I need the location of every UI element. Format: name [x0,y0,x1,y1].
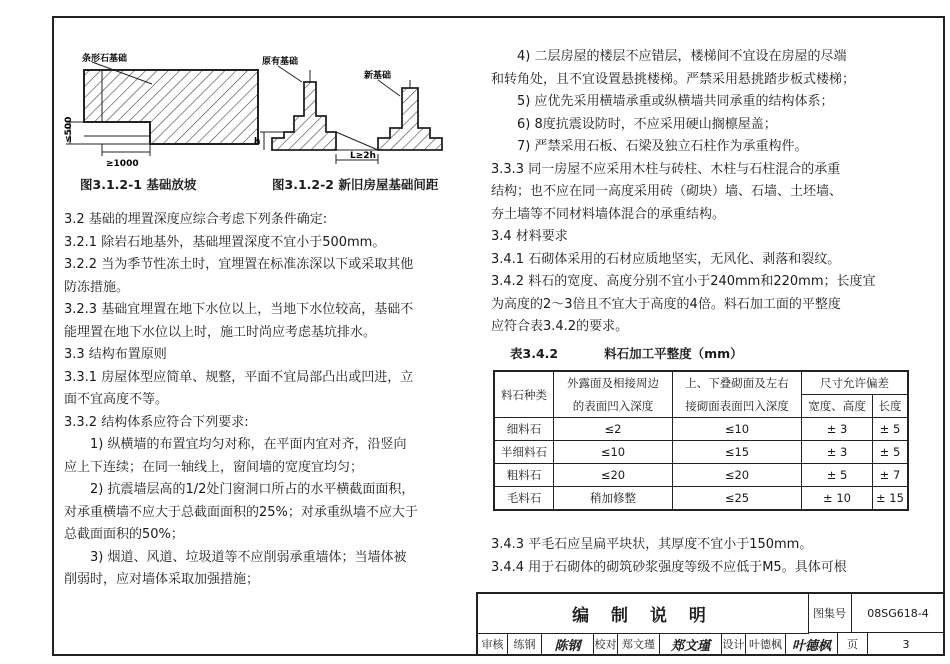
th-tolerance: 尺寸允许偏差 [802,371,908,395]
table-row [494,487,908,511]
cell-exposed: ≤20 [554,464,673,487]
flatness-table [493,370,909,511]
table-row [494,464,908,487]
para: 3.3 结构布置原则 [64,347,167,362]
para: 削弱时，应对墙体采取加强措施； [64,572,260,587]
atlas-number: 08SG618-4 [852,594,945,633]
cell-exposed: ≤2 [554,418,673,441]
page-label: 页 [838,633,868,656]
cell-bed: ≤15 [673,441,802,464]
cell-bed: ≤10 [673,418,802,441]
table-row [494,441,908,464]
fig1-caption: 图3.1.2-1 基础放坡 [80,177,197,192]
th-length: 长度 [873,395,908,418]
title-block [476,592,945,656]
review-name: 练钢 [508,633,542,656]
atlas-label: 图集号 [808,594,852,633]
para: 对承重横墙不应大于总截面面积的25%；对承重纵墙不应大于 [64,504,418,520]
para: 3.3.2 结构体系应符合下列要求: [64,414,249,430]
para: 面不宜高度不等。 [64,392,169,407]
para: 5) 应优先采用横墙承重或纵横墙共同承重的结构体系； [517,94,834,109]
para: 结构；也不应在同一高度采用砖（砌块）墙、石墙、土坯墙、 [491,184,843,199]
table-caption [510,344,743,362]
para: 1) 纵横墙的布置宜均匀对称，在平面内宜对齐，沿竖向 [90,437,407,452]
para: 3.2 基础的埋置深度应综合考虑下列条件确定: [64,212,328,227]
cell-len: ± 15 [873,487,908,511]
para: 6) 8度抗震设防时，不应采用硬山搁檩屋盖； [517,116,777,132]
right-column [491,46,931,339]
cell-bed: ≤25 [673,487,802,511]
th-exposed-1: 外露面及相接周边 [554,371,673,395]
fig1-label-strip: 条形石基础 [82,54,128,64]
para: 7) 严禁采用石板、石梁及独立石柱作为承重构件。 [517,139,808,154]
para: 3.4.3 平毛石应呈扁平块状，其厚度不宜小于150mm。 [491,537,813,552]
th-bed-2: 接砌面表面凹入深度 [673,395,802,418]
para: 和转角处，且不宜设置悬挑楼梯。严禁采用悬挑踏步板式楼梯； [491,71,856,87]
cell-wh: ± 3 [802,418,873,441]
para: 夯土墙等不同材料墙体混合的承重结构。 [491,206,726,222]
table-number: 表3.4.2 [510,346,559,361]
design-signature: 叶德枫 [786,633,838,656]
para: 3.4 材料要求 [491,229,568,244]
cell-type: 细料石 [494,418,554,441]
check-name: 郑文瑾 [618,633,660,656]
cell-type: 粗料石 [494,464,554,487]
cell-bed: ≤20 [673,464,802,487]
cell-type: 半细料石 [494,441,554,464]
fig1-dim-width: ≥1000 [106,159,139,169]
check-label: 校对 [594,633,618,656]
cell-len: ± 7 [873,464,908,487]
fig2-dim-l: L≥2h [350,151,376,161]
para: 3.2.3 基础宜埋置在地下水位以上，当地下水位较高，基础不 [64,302,414,317]
para: 3.2.2 当为季节性冻土时，宜埋置在标准冻深以下或采取其他 [64,257,414,272]
cell-type: 毛料石 [494,487,554,511]
design-label: 设计 [722,633,746,656]
para: 3.2.1 除岩石地基外，基础埋置深度不宜小于500mm。 [64,234,386,250]
cell-wh: ± 10 [802,487,873,511]
title-block-title: 编 制 说 明 [478,594,809,634]
fig2-label-new: 新基础 [364,71,392,81]
th-bed-1: 上、下叠砌面及左右 [673,371,802,395]
para: 能埋置在地下水位以上时，施工时尚应考虑基坑排水。 [64,324,377,340]
th-type: 料石种类 [494,371,554,418]
after-table-text [491,534,847,579]
page-number: 3 [868,633,945,656]
para: 为高度的2～3倍且不宜大于高度的4倍。料石加工面的平整度 [491,296,841,312]
fig2-dim-h: h [254,137,261,147]
review-label: 审核 [478,633,508,656]
para: 3.4.2 料石的宽度、高度分别不宜小于240mm和220mm；长度宜 [491,274,876,289]
cell-wh: ± 3 [802,441,873,464]
review-signature: 陈钢 [542,633,594,656]
para: 3) 烟道、风道、垃圾道等不应削弱承重墙体；当墙体被 [90,549,407,565]
cell-wh: ± 5 [802,464,873,487]
figure-foundation-slope [62,52,262,170]
para: 总截面面积的50%； [64,527,184,542]
design-name: 叶德枫 [746,633,786,656]
cell-exposed: ≤10 [554,441,673,464]
para: 防冻措施。 [64,279,130,295]
cell-len: ± 5 [873,441,908,464]
para: 3.4.1 石砌体采用的石材应质地坚实，无风化、剥落和裂纹。 [491,251,841,267]
cell-len: ± 5 [873,418,908,441]
fig2-caption: 图3.1.2-2 新旧房屋基础间距 [272,177,439,192]
para: 3.3.1 房屋体型应简单、规整，平面不宜局部凸出或凹进，立 [64,369,414,385]
para: 2) 抗震墙层高的1/2处门窗洞口所占的水平横截面面积， [90,482,415,497]
fig1-dim-height: ≤500 [64,116,74,143]
para: 3.4.4 用于石砌体的砌筑砂浆强度等级不应低于M5。具体可根 [491,559,847,575]
para: 应上下连续；在同一轴线上，窗间墙的宽度宜均匀； [64,459,364,475]
fig2-label-old: 原有基础 [262,57,299,67]
para: 应符合表3.4.2的要求。 [491,319,629,334]
figure-old-new-foundation [250,52,470,170]
para: 3.3.3 同一房屋不应采用木柱与砖柱、木柱与石柱混合的承重 [491,161,841,177]
th-exposed-2: 的表面凹入深度 [554,395,673,418]
th-width-height: 宽度、高度 [802,395,873,418]
table-row [494,418,908,441]
table-title: 料石加工平整度（mm） [604,346,743,361]
check-signature: 郑文瑾 [660,633,722,656]
cell-exposed: 稍加修整 [554,487,673,511]
left-column [64,209,484,592]
para: 4) 二层房屋的楼层不应错层，楼梯间不宜设在房屋的尽端 [517,49,847,64]
